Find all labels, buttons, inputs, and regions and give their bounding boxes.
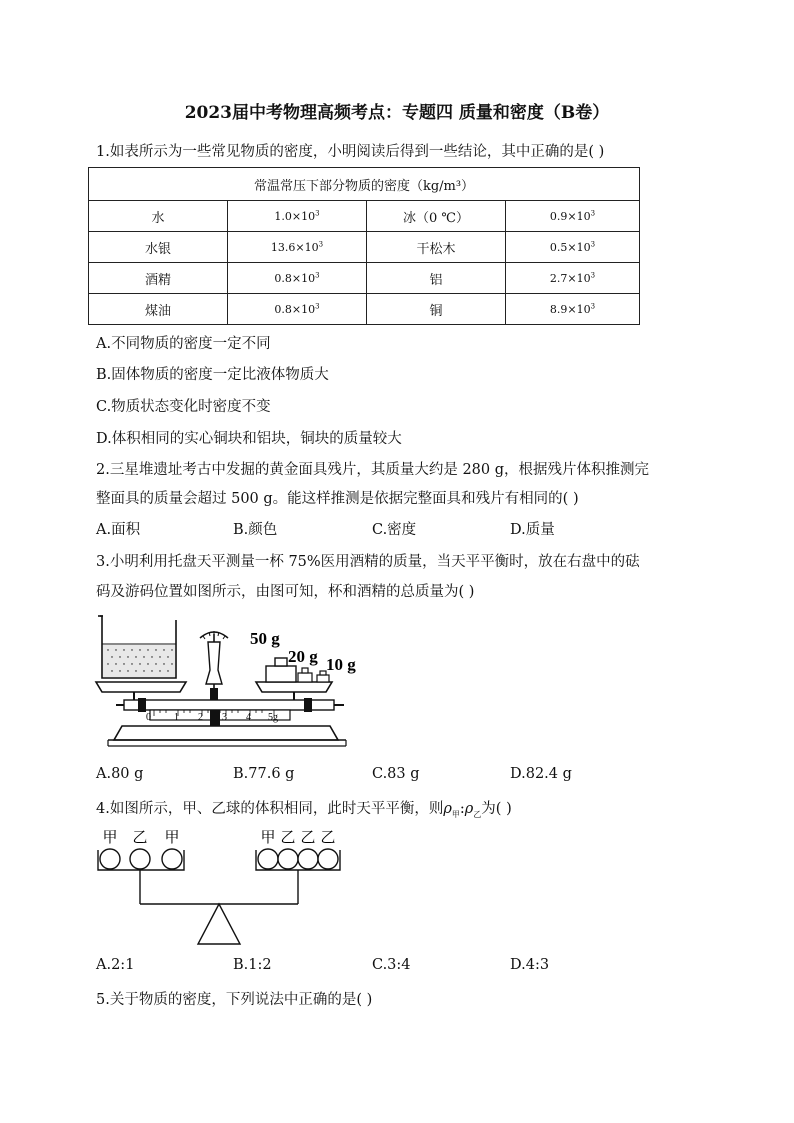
weight-20g-icon [298, 668, 312, 682]
q1-option-b: B.固体物质的密度一定比液体物质大 [96, 367, 329, 383]
weight-label-10g: 10 g [326, 655, 356, 674]
table-cell: 干松木 [367, 232, 506, 263]
table-cell: $0.5\times 10^3$ [506, 232, 640, 263]
table-cell: $0.8\times 10^3$ [228, 294, 367, 325]
q1-option-d: D.体积相同的实心铜块和铝块，铜块的质量较大 [96, 431, 402, 447]
q2-stem-line2: 整面具的质量会超过 500 g。能这样推测是依据完整面具和残片有相同的( ) [96, 491, 579, 507]
q1-option-c: C.物质状态变化时密度不变 [96, 399, 271, 415]
q3-option-c: C.83 g [372, 766, 420, 782]
ball-label: 乙 [280, 828, 296, 846]
table-cell: 煤油 [89, 294, 228, 325]
ball-icon [298, 849, 318, 869]
q4-option-d: D.4:3 [510, 957, 550, 973]
scale-tick-label: 0 [146, 712, 151, 723]
table-row [89, 201, 640, 232]
q2-stem-line1: 2.三星堆遗址考古中发掘的黄金面具残片，其质量大约是 280 g，根据残片体积推测完 [96, 462, 650, 478]
ball-icon [258, 849, 278, 869]
ball-label: 乙 [300, 828, 316, 846]
table-cell: $1.0\times 10^3$ [228, 201, 367, 232]
q1-stem: 1.如表所示为一些常见物质的密度，小明阅读后得到一些结论，其中正确的是( ) [96, 144, 605, 160]
ball-label: 乙 [132, 828, 148, 846]
scale-tick-label: 3 [222, 712, 227, 723]
density-table [88, 167, 640, 325]
page-title: 2023届中考物理高频考点：专题四 质量和密度（B卷） [184, 103, 610, 123]
q2-option-a: A.面积 [96, 522, 141, 538]
table-cell: $13.6\times 10^3$ [228, 232, 367, 263]
ball-icon [278, 849, 298, 869]
table-cell: 水银 [89, 232, 228, 263]
q2-option-d: D.质量 [510, 522, 555, 538]
q5-stem: 5.关于物质的密度，下列说法中正确的是( ) [96, 992, 373, 1008]
fulcrum-icon [198, 904, 240, 944]
ball-icon [318, 849, 338, 869]
table-cell: $0.9\times 10^3$ [506, 201, 640, 232]
scale-tick-label: 5g [268, 712, 278, 723]
weight-label-20g: 20 g [288, 647, 318, 666]
ball-icon [100, 849, 120, 869]
q4-stem: 4.如图所示，甲、乙球的体积相同，此时天平平衡，则$\rho_甲:\rho_乙$为( ) [96, 801, 512, 819]
ball-icon [130, 849, 150, 869]
balance-figure [94, 612, 374, 754]
q4-option-b: B.1:2 [233, 957, 272, 973]
scale-tick-label: 2 [198, 712, 203, 723]
scale-tick-label: 1 [174, 712, 179, 723]
ball-label: 甲 [102, 828, 118, 846]
table-cell: 铝 [367, 263, 506, 294]
beaker-icon [98, 616, 176, 678]
table-caption: 常温常压下部分物质的密度（kg/m³） [89, 168, 640, 201]
table-cell: $8.9\times 10^3$ [506, 294, 640, 325]
ball-label: 乙 [320, 828, 336, 846]
table-row [89, 232, 640, 263]
scale-tick-label: 4 [246, 712, 251, 723]
table-cell: $2.7\times 10^3$ [506, 263, 640, 294]
q1-option-a: A.不同物质的密度一定不同 [96, 336, 271, 352]
q3-stem-line2: 码及游码位置如图所示，由图可知，杯和酒精的总质量为( ) [96, 584, 475, 600]
q4-option-c: C.3:4 [372, 957, 411, 973]
table-row [89, 294, 640, 325]
q3-option-b: B.77.6 g [233, 766, 295, 782]
table-cell: 水 [89, 201, 228, 232]
q3-stem-line1: 3.小明利用托盘天平测量一杯 75%医用酒精的质量，当天平平衡时，放在右盘中的砝 [96, 554, 640, 570]
q3-option-d: D.82.4 g [510, 766, 572, 782]
ball-icon [162, 849, 182, 869]
q4-option-a: A.2:1 [96, 957, 135, 973]
table-cell: $0.8\times 10^3$ [228, 263, 367, 294]
table-cell: 酒精 [89, 263, 228, 294]
q2-option-c: C.密度 [372, 522, 417, 538]
table-row [89, 263, 640, 294]
pointer-dial-icon [200, 631, 228, 702]
q2-option-b: B.颜色 [233, 522, 278, 538]
ball-label: 甲 [260, 828, 276, 846]
weight-label-50g: 50 g [250, 629, 280, 648]
table-cell: 铜 [367, 294, 506, 325]
q3-option-a: A.80 g [96, 766, 144, 782]
ball-label: 甲 [164, 828, 180, 846]
table-cell: 冰（0 ℃） [367, 201, 506, 232]
ball-balance-figure [94, 826, 354, 948]
